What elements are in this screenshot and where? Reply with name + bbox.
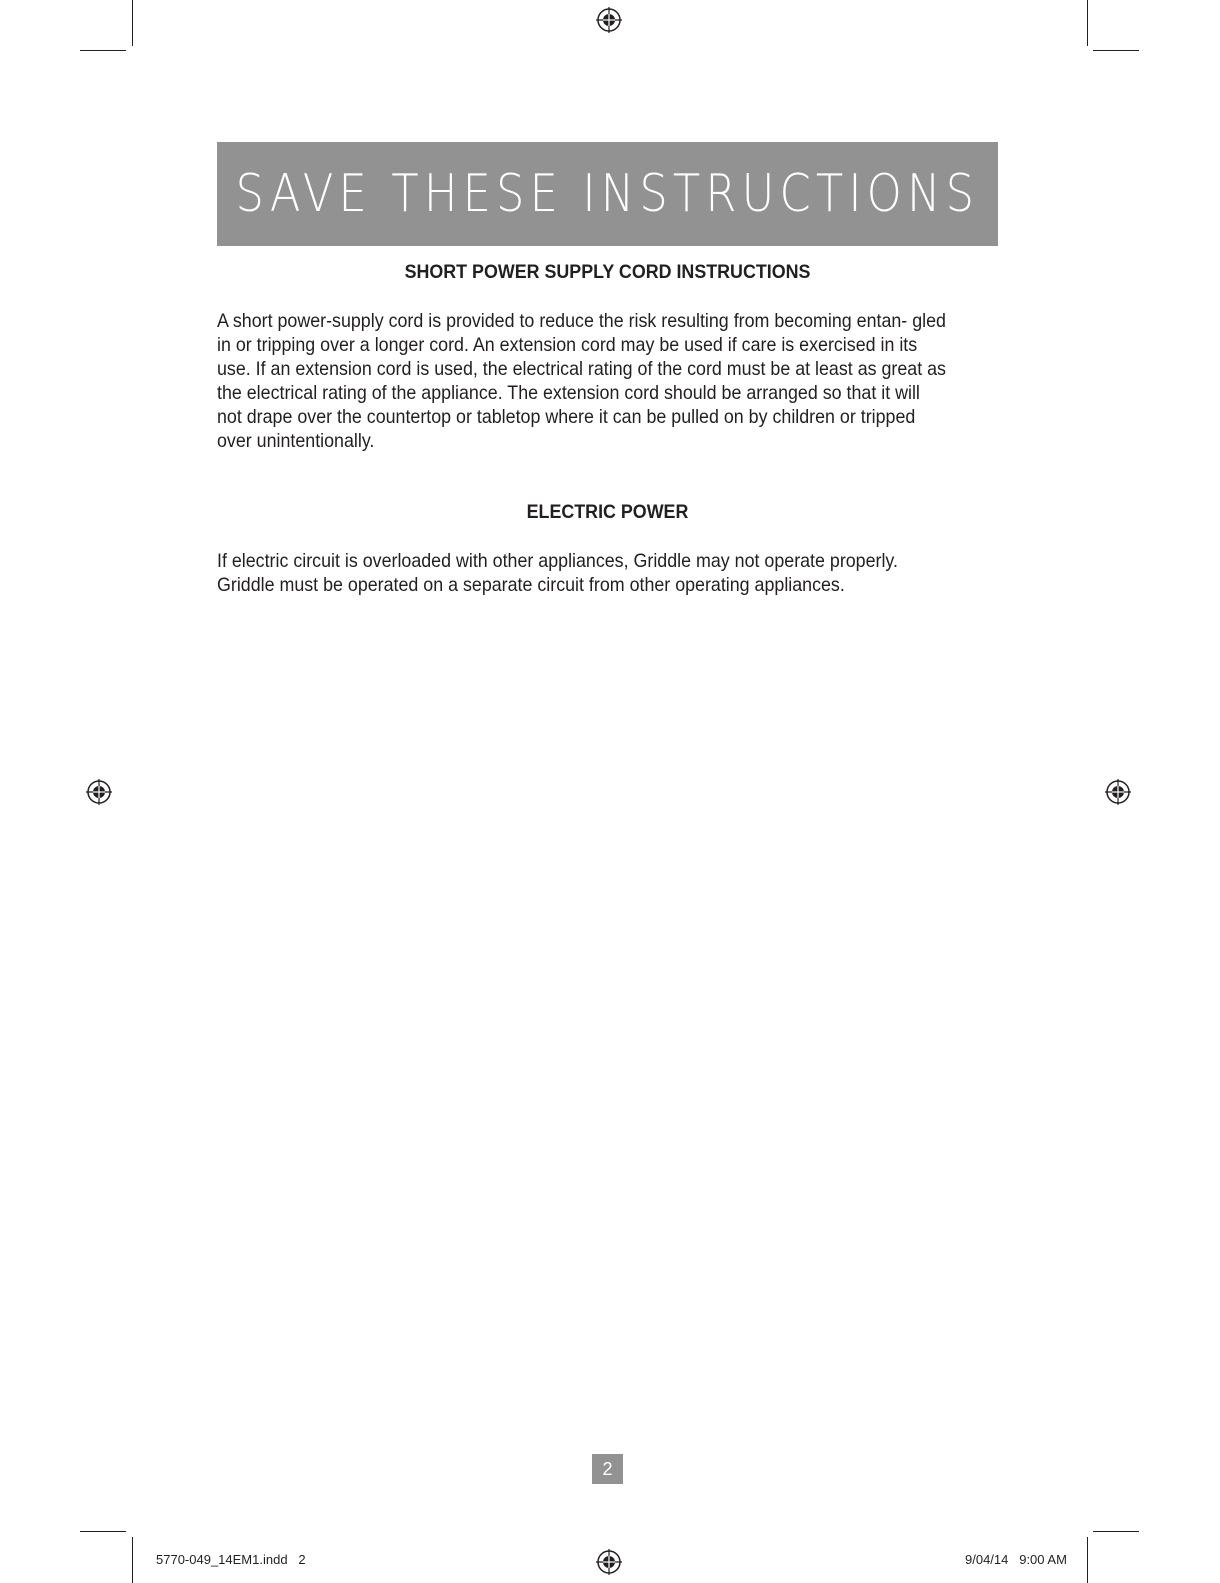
slug-date-time: 9/04/14 9:00 AM bbox=[965, 1552, 1067, 1567]
slug-file-name: 5770-049_14EM1.indd 2 bbox=[156, 1552, 306, 1567]
page-number: 2 bbox=[592, 1454, 623, 1484]
crop-mark-bottom-left-horizontal bbox=[80, 1531, 126, 1532]
registration-mark-icon bbox=[86, 779, 112, 805]
section-body-short-cord: A short power-supply cord is provided to reduce the risk resulting from becoming entan- gled in or tripping over a longer cord. An extension cord may be used if care is exercised in its use. If an extension cord is used, the electrical rating of the cord must be at least as great as the electrical rating of the appliance. The extension cord should be arranged so that it will not drape over the countertop or tabletop where it can be pulled on by children or tripped over unintentionally. bbox=[217, 310, 946, 452]
section-heading-short-cord: SHORT POWER SUPPLY CORD INSTRUCTIONS bbox=[404, 262, 811, 283]
crop-mark-top-right-horizontal bbox=[1093, 50, 1139, 51]
banner-title: SAVE THESE INSTRUCTIONS bbox=[235, 164, 980, 224]
crop-mark-top-left-horizontal bbox=[80, 50, 126, 51]
crop-mark-bottom-right-vertical bbox=[1087, 1537, 1088, 1583]
crop-mark-top-left-vertical bbox=[132, 0, 133, 46]
registration-mark-icon bbox=[1105, 779, 1131, 805]
registration-mark-icon bbox=[596, 7, 622, 33]
crop-mark-bottom-right-horizontal bbox=[1093, 1531, 1139, 1532]
section-body-electric-power: If electric circuit is overloaded with other appliances, Griddle may not operate properly. Griddle must be operated on a separate circuit from other operating appliances. bbox=[217, 550, 898, 596]
registration-mark-icon bbox=[596, 1549, 622, 1575]
crop-mark-bottom-left-vertical bbox=[132, 1537, 133, 1583]
title-banner bbox=[217, 142, 998, 246]
crop-mark-top-right-vertical bbox=[1087, 0, 1088, 46]
section-heading-electric-power: ELECTRIC POWER bbox=[526, 502, 689, 523]
